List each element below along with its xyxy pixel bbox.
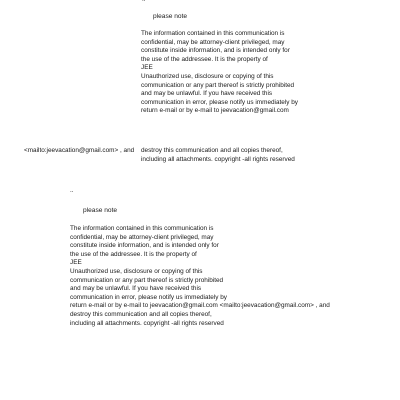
disclaimer-body (70, 225, 330, 328)
disclaimer-greeting: please note (153, 13, 188, 20)
disclaimer-line: JEE (141, 64, 153, 72)
disclaimer-line: Unauthorized use, disclosure or copying of this (141, 72, 274, 80)
disclaimer-line: The information contained in this communication is (70, 225, 214, 232)
disclaimer-line: constitute inside information, and is intended only for (70, 242, 219, 250)
disclaimer-line: communication or any part thereof is strictly prohibited (141, 81, 295, 89)
disclaimer-line: and may be unlawful. If you have received this (70, 285, 202, 293)
disclaimer-line: destroy this communication and all copies thereof, (70, 310, 212, 318)
mailto-link[interactable]: <mailto:jeevacation@gmail.com> , and (24, 147, 135, 154)
separator-dots: .. (70, 187, 74, 194)
disclaimer-line: communication in error, please notify us immediately by (141, 98, 298, 106)
disclaimer-email-line: return e-mail or by e-mail to jeevacation@gmail.com (141, 107, 289, 115)
disclaimer-line: JEE (70, 259, 82, 267)
separator-dots (142, 0, 146, 5)
disclaimer-body (141, 30, 298, 116)
disclaimer-line: including all attachments. copyright -all rights reserved (141, 155, 295, 163)
disclaimer-line: confidential, may be attorney-client privileged, may (70, 233, 214, 241)
disclaimer-line: destroy this communication and all copies thereof, (141, 147, 283, 154)
disclaimer-greeting: please note (83, 207, 118, 214)
disclaimer-line: the use of the addressee. It is the property of (70, 250, 197, 258)
disclaimer-line: communication in error, please notify us immediately by (70, 293, 227, 301)
disclaimer-body-end (141, 147, 295, 164)
disclaimer-line: and may be unlawful. If you have received this (141, 90, 273, 98)
disclaimer-line: including all attachments. copyright -all rights reserved (70, 319, 224, 327)
disclaimer-line: confidential, may be attorney-client privileged, may (141, 38, 285, 46)
disclaimer-line: Unauthorized use, disclosure or copying of this (70, 267, 203, 275)
disclaimer-line: the use of the addressee. It is the property of (141, 55, 268, 63)
disclaimer-line: constitute inside information, and is intended only for (141, 47, 290, 55)
disclaimer-email-line[interactable]: return e-mail or by e-mail to jeevacation@gmail.com <mailto:jeevacation@gmail.com> , and (70, 302, 330, 310)
disclaimer-line: communication or any part thereof is strictly prohibited (70, 276, 224, 284)
disclaimer-line: The information contained in this communication is (141, 30, 285, 37)
